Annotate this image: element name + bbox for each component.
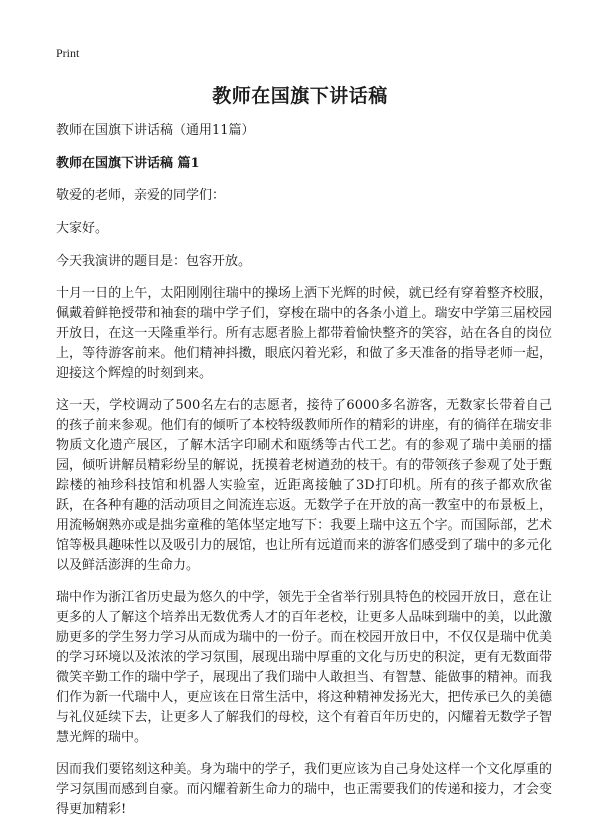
print-link[interactable]: Print bbox=[56, 46, 80, 60]
section-heading: 教师在国旗下讲话稿 篇1 bbox=[56, 156, 200, 171]
paragraph-topic: 今天我演讲的题目是：包容开放。 bbox=[56, 254, 252, 269]
document-title: 教师在国旗下讲话稿 bbox=[212, 85, 388, 107]
document-body bbox=[56, 121, 552, 832]
paragraph-salutation: 敬爱的老师，亲爱的同学们： bbox=[56, 188, 226, 203]
document-subtitle: 教师在国旗下讲话稿（通用11篇） bbox=[56, 123, 255, 138]
paragraph-body-2: 这一天，学校调动了500名左右的志愿者，接待了6000多名游客，无数家长带着自己的孩子前来参观。他们有的倾听了本校特级教师所作的精彩的讲座，有的徜徉在瑞安非物质文化遗产展区，了解木活字印刷术和瓯绣等古代工艺。有的参观了瑞中美丽的擂园，倾听讲解员精彩纷呈的解说，抚摸着老树遒劲的枝干。有的带领孩子参观了处于甄踪楼的袖珍科技馆和机器人实验室，近距离接触了3D打印机。所有的孩子都欢欣雀跃，在各种有趣的活动项目之间流连忘返。无数学子在开放的高一教室中的布景板上，用流畅娴熟亦或是拙劣童稚的笔体坚定地写下：我要上瑞中这五个字。而国际部，艺术馆等极具趣味性以及吸引力的展馆，也让所有远道而来的游客们感受到了瑞中的多元化以及鲜活澎湃的生命力。 bbox=[56, 398, 552, 573]
paragraph-body-4: 因而我们要铭刻这种美。身为瑞中的学子，我们更应该为自己身处这样一个文化厚重的学习氛围而感到自豪。而闪耀着新生命力的瑞中，也正需要我们的传递和接力，才会变得更加精彩! bbox=[56, 762, 552, 817]
paragraph-greeting: 大家好。 bbox=[56, 221, 109, 236]
paragraph-body-3: 瑞中作为浙江省历史最为悠久的中学，领先于全省举行别具特色的校园开放日，意在让更多的人了解这个培养出无数优秀人才的百年老校，让更多人品味到瑞中的美，以此激励更多的学生努力学习从而成为瑞中的一份子。而在校园开放日中，不仅仅是瑞中优美的学习环境以及浓浓的学习氛围，展现出瑞中厚重的文化与历史的积淀，更有无数面带微笑辛勤工作的瑞中学子，展现出了我们瑞中人敢担当、有智慧、能做事的精神。而我们作为新一代瑞中人，更应该在日常生活中，将这种精神发扬光大，把传承已久的美德与礼仪延续下去，让更多人了解我们的母校，这个有着百年历史的，闪耀着无数学子智慧光辉的瑞中。 bbox=[56, 590, 552, 745]
paragraph-body-1: 十月一日的上午，太阳刚刚往瑞中的操场上洒下光辉的时候，就已经有穿着整齐校服，佩戴着鲜艳授带和袖套的瑞中学子们，穿梭在瑞中的各条小道上。瑞安中学第三届校园开放日，在这一天隆重举行。所有志愿者脸上都带着愉快整齐的笑容，站在各自的岗位上，等待游客前来。他们精神抖擞，眼底闪着光彩，和做了多天准备的指导老师一起，迎接这个辉煌的时刻到来。 bbox=[56, 286, 552, 381]
